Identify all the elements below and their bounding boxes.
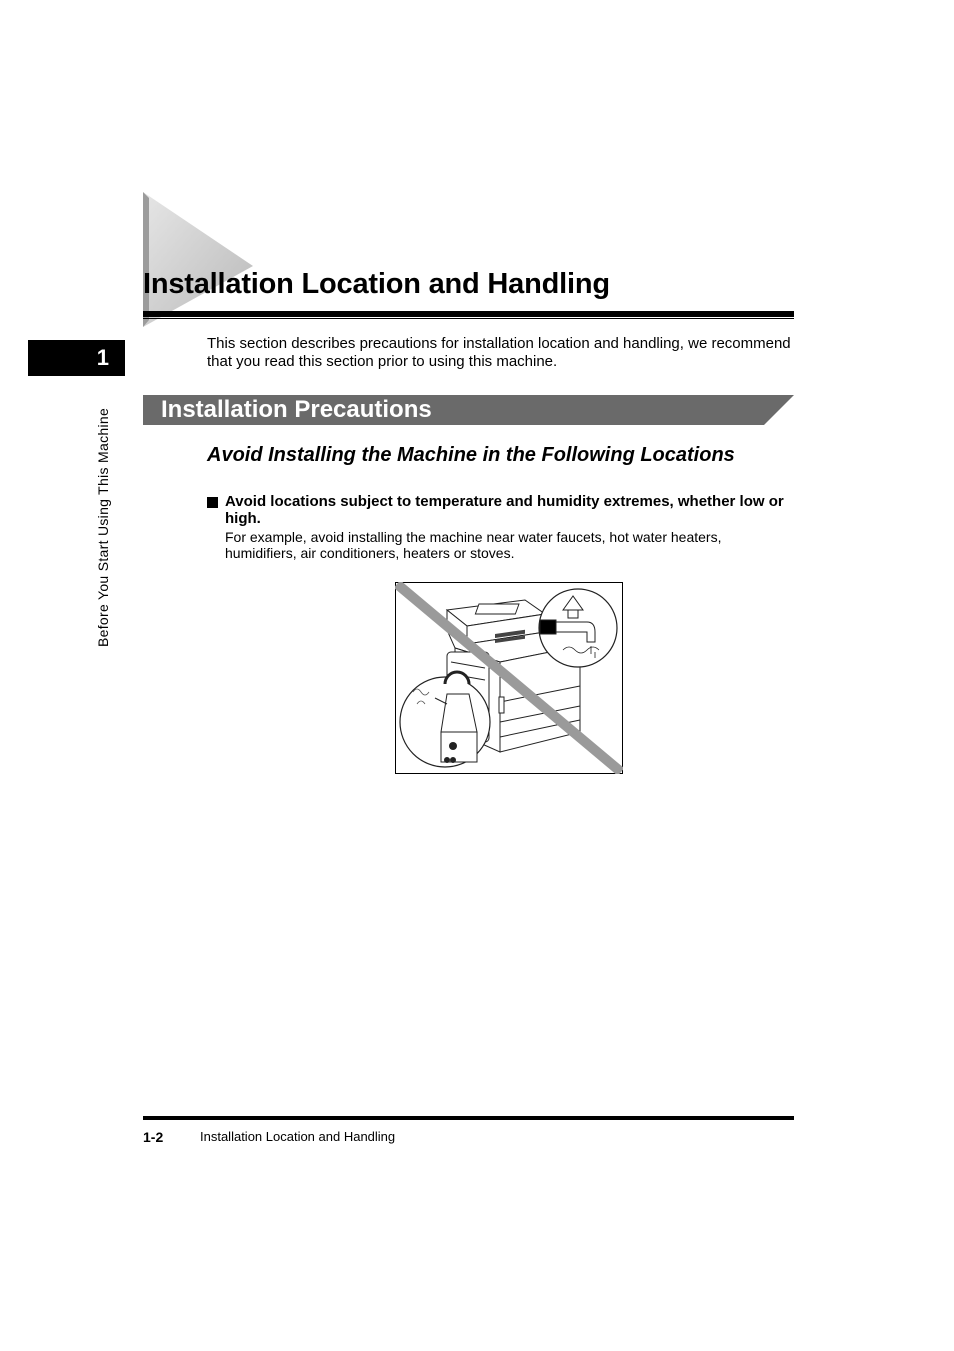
decorative-triangle: [143, 192, 263, 327]
bullet-square-icon: [207, 497, 218, 508]
bullet-description: For example, avoid installing the machine near water faucets, hot water heaters, humidifiers, air conditioners, heaters or stoves.: [225, 529, 722, 561]
section-heading: Installation Precautions: [161, 396, 432, 423]
subheading: Avoid Installing the Machine in the Following Locations: [207, 444, 735, 466]
page-number: 1-2: [143, 1129, 164, 1145]
prohibited-location-illustration: [395, 582, 623, 774]
bullet-heading: Avoid locations subject to temperature and humidity extremes, whether low or high.: [225, 493, 784, 527]
page-title: Installation Location and Handling: [143, 268, 610, 300]
footer-rule: [143, 1116, 794, 1120]
intro-paragraph: This section describes precautions for installation location and handling, we recommend that you read this section prior to using this machine.: [207, 335, 791, 370]
title-rule: [143, 311, 794, 317]
title-rule-thin: [143, 318, 794, 319]
chapter-tab: 1: [28, 340, 125, 376]
chapter-side-label: Before You Start Using This Machine: [95, 407, 111, 647]
footer-title: Installation Location and Handling: [200, 1129, 396, 1144]
